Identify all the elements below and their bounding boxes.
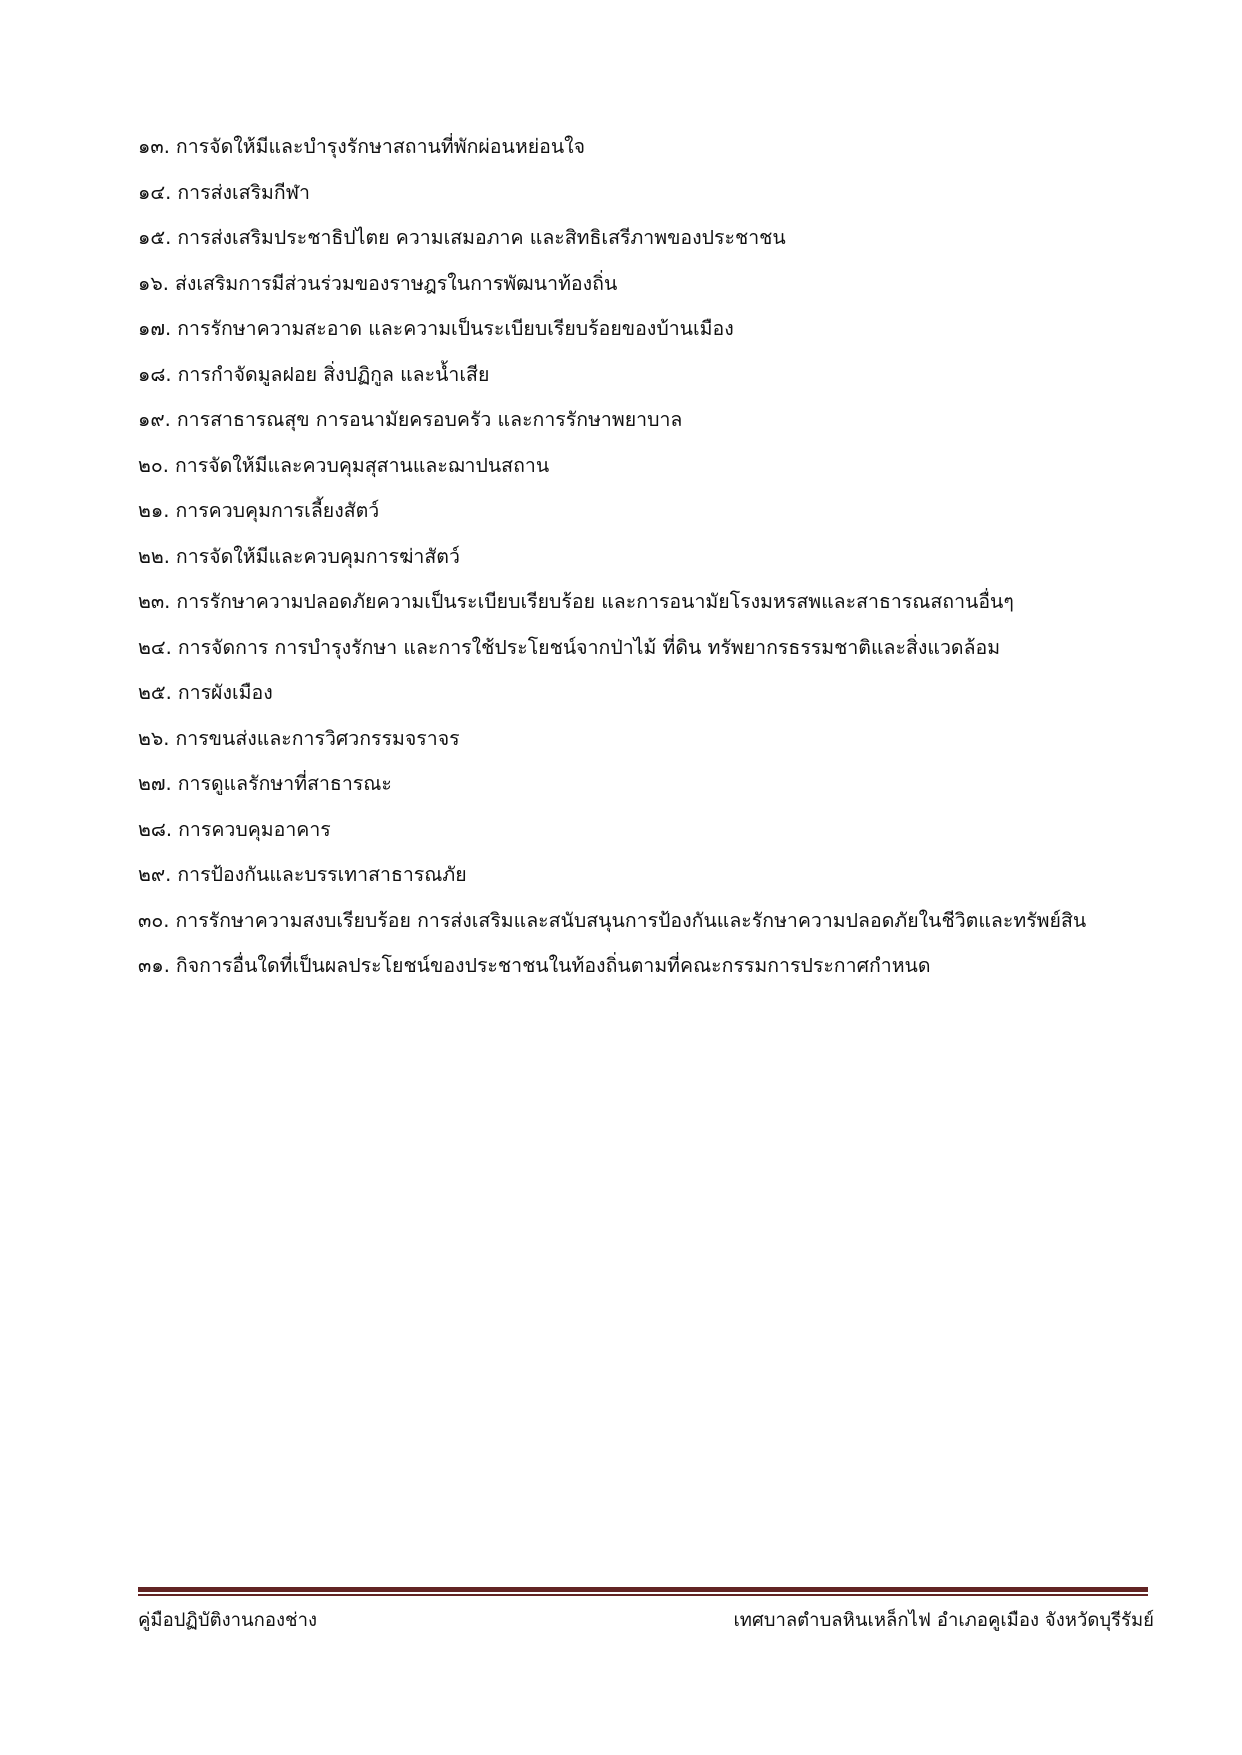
list-item [138, 309, 1168, 355]
item-text: การขนส่งและการวิศวกรรมจราจร [175, 726, 460, 750]
list-item [138, 628, 1168, 674]
footer-divider-thick [138, 1587, 1148, 1592]
item-number: ๓๐. [138, 908, 170, 932]
list-item [138, 218, 1168, 264]
item-text: การรักษาความปลอดภัยความเป็นระเบียบเรียบร้อย และการอนามัยโรงมหรสพและสาธารณสถานอื่นๆ [176, 590, 1014, 613]
item-number: ๑๙. [138, 408, 171, 431]
item-text: การรักษาความสะอาด และความเป็นระเบียบเรียบร้อยของบ้านเมือง [177, 317, 734, 340]
list-item [138, 764, 1168, 810]
item-text: การส่งเสริมกีฬา [177, 180, 310, 204]
item-number: ๒๕. [138, 681, 172, 704]
list-item [138, 901, 1168, 947]
list-item [138, 946, 1168, 992]
list-item [138, 855, 1168, 901]
item-number: ๒๑. [138, 499, 170, 522]
item-number: ๒๒. [138, 544, 170, 568]
item-text: การป้องกันและบรรเทาสาธารณภัย [177, 863, 467, 886]
list-item [138, 400, 1168, 446]
item-text: การรักษาความสงบเรียบร้อย การส่งเสริมและสนับสนุนการป้องกันและรักษาความปลอดภัยในชีวิตและทรัพย์สิน [175, 908, 1087, 932]
list-item [138, 446, 1168, 492]
item-text: ส่งเสริมการมีส่วนร่วมของราษฎรในการพัฒนาท้องถิ่น [174, 271, 618, 295]
list-item [138, 264, 1168, 310]
item-number: ๑๘. [138, 362, 172, 386]
list-item [138, 719, 1168, 765]
item-number: ๑๗. [138, 317, 172, 340]
item-text: การกำจัดมูลฝอย สิ่งปฏิกูล และน้ำเสีย [177, 362, 490, 386]
item-number: ๑๖. [138, 271, 169, 295]
item-text: การผังเมือง [177, 681, 273, 704]
list-item [138, 582, 1168, 628]
item-number: ๒๗. [138, 772, 172, 795]
list-item [138, 810, 1168, 856]
item-text: กิจการอื่นใดที่เป็นผลประโยชน์ของประชาชนในท้องถิ่นตามที่คณะกรรมการประกาศกำหนด [175, 954, 931, 977]
item-number: ๒๓. [138, 590, 171, 613]
list-item [138, 173, 1168, 219]
item-text: การควบคุมการเลี้ยงสัตว์ [175, 499, 380, 522]
item-number: ๓๑. [138, 954, 170, 977]
list-item [138, 537, 1168, 583]
item-text: การจัดการ การบำรุงรักษา และการใช้ประโยชน์จากป่าไม้ ที่ดิน ทรัพยากรธรรมชาติและสิ่งแวดล้อม [177, 635, 1001, 659]
item-number: ๑๔. [138, 180, 172, 204]
item-number: ๑๕. [138, 226, 172, 249]
item-number: ๒๙. [138, 863, 172, 886]
item-text: การจัดให้มีและควบคุมสุสานและฌาปนสถาน [174, 453, 550, 477]
item-text: การสาธารณสุข การอนามัยครอบครัว และการรักษาพยาบาล [176, 408, 683, 431]
item-text: การดูแลรักษาที่สาธารณะ [177, 772, 392, 795]
footer-divider-thin [138, 1594, 1148, 1596]
list-item [138, 673, 1168, 719]
item-number: ๒๐. [138, 453, 169, 477]
item-text: การส่งเสริมประชาธิปไตย ความเสมอภาค และสิทธิเสรีภาพของประชาชน [177, 226, 786, 249]
item-number: ๒๔. [138, 635, 172, 659]
list-item [138, 355, 1168, 401]
item-number: ๑๓. [138, 135, 170, 158]
item-number: ๒๘. [138, 817, 173, 841]
list-item [138, 127, 1168, 173]
footer-manual-title: คู่มือปฏิบัติงานกองช่าง [138, 1610, 317, 1631]
duty-list [138, 127, 1168, 992]
item-number: ๒๖. [138, 726, 170, 750]
item-text: การจัดให้มีและบำรุงรักษาสถานที่พักผ่อนหย่อนใจ [175, 135, 586, 158]
item-text: การจัดให้มีและควบคุมการฆ่าสัตว์ [175, 544, 460, 568]
footer-organization: เทศบาลตำบลหินเหล็กไฟ อำเภอคูเมือง จังหวัดบุรีรัมย์ [733, 1610, 1154, 1631]
item-text: การควบคุมอาคาร [178, 817, 331, 841]
list-item [138, 491, 1168, 537]
